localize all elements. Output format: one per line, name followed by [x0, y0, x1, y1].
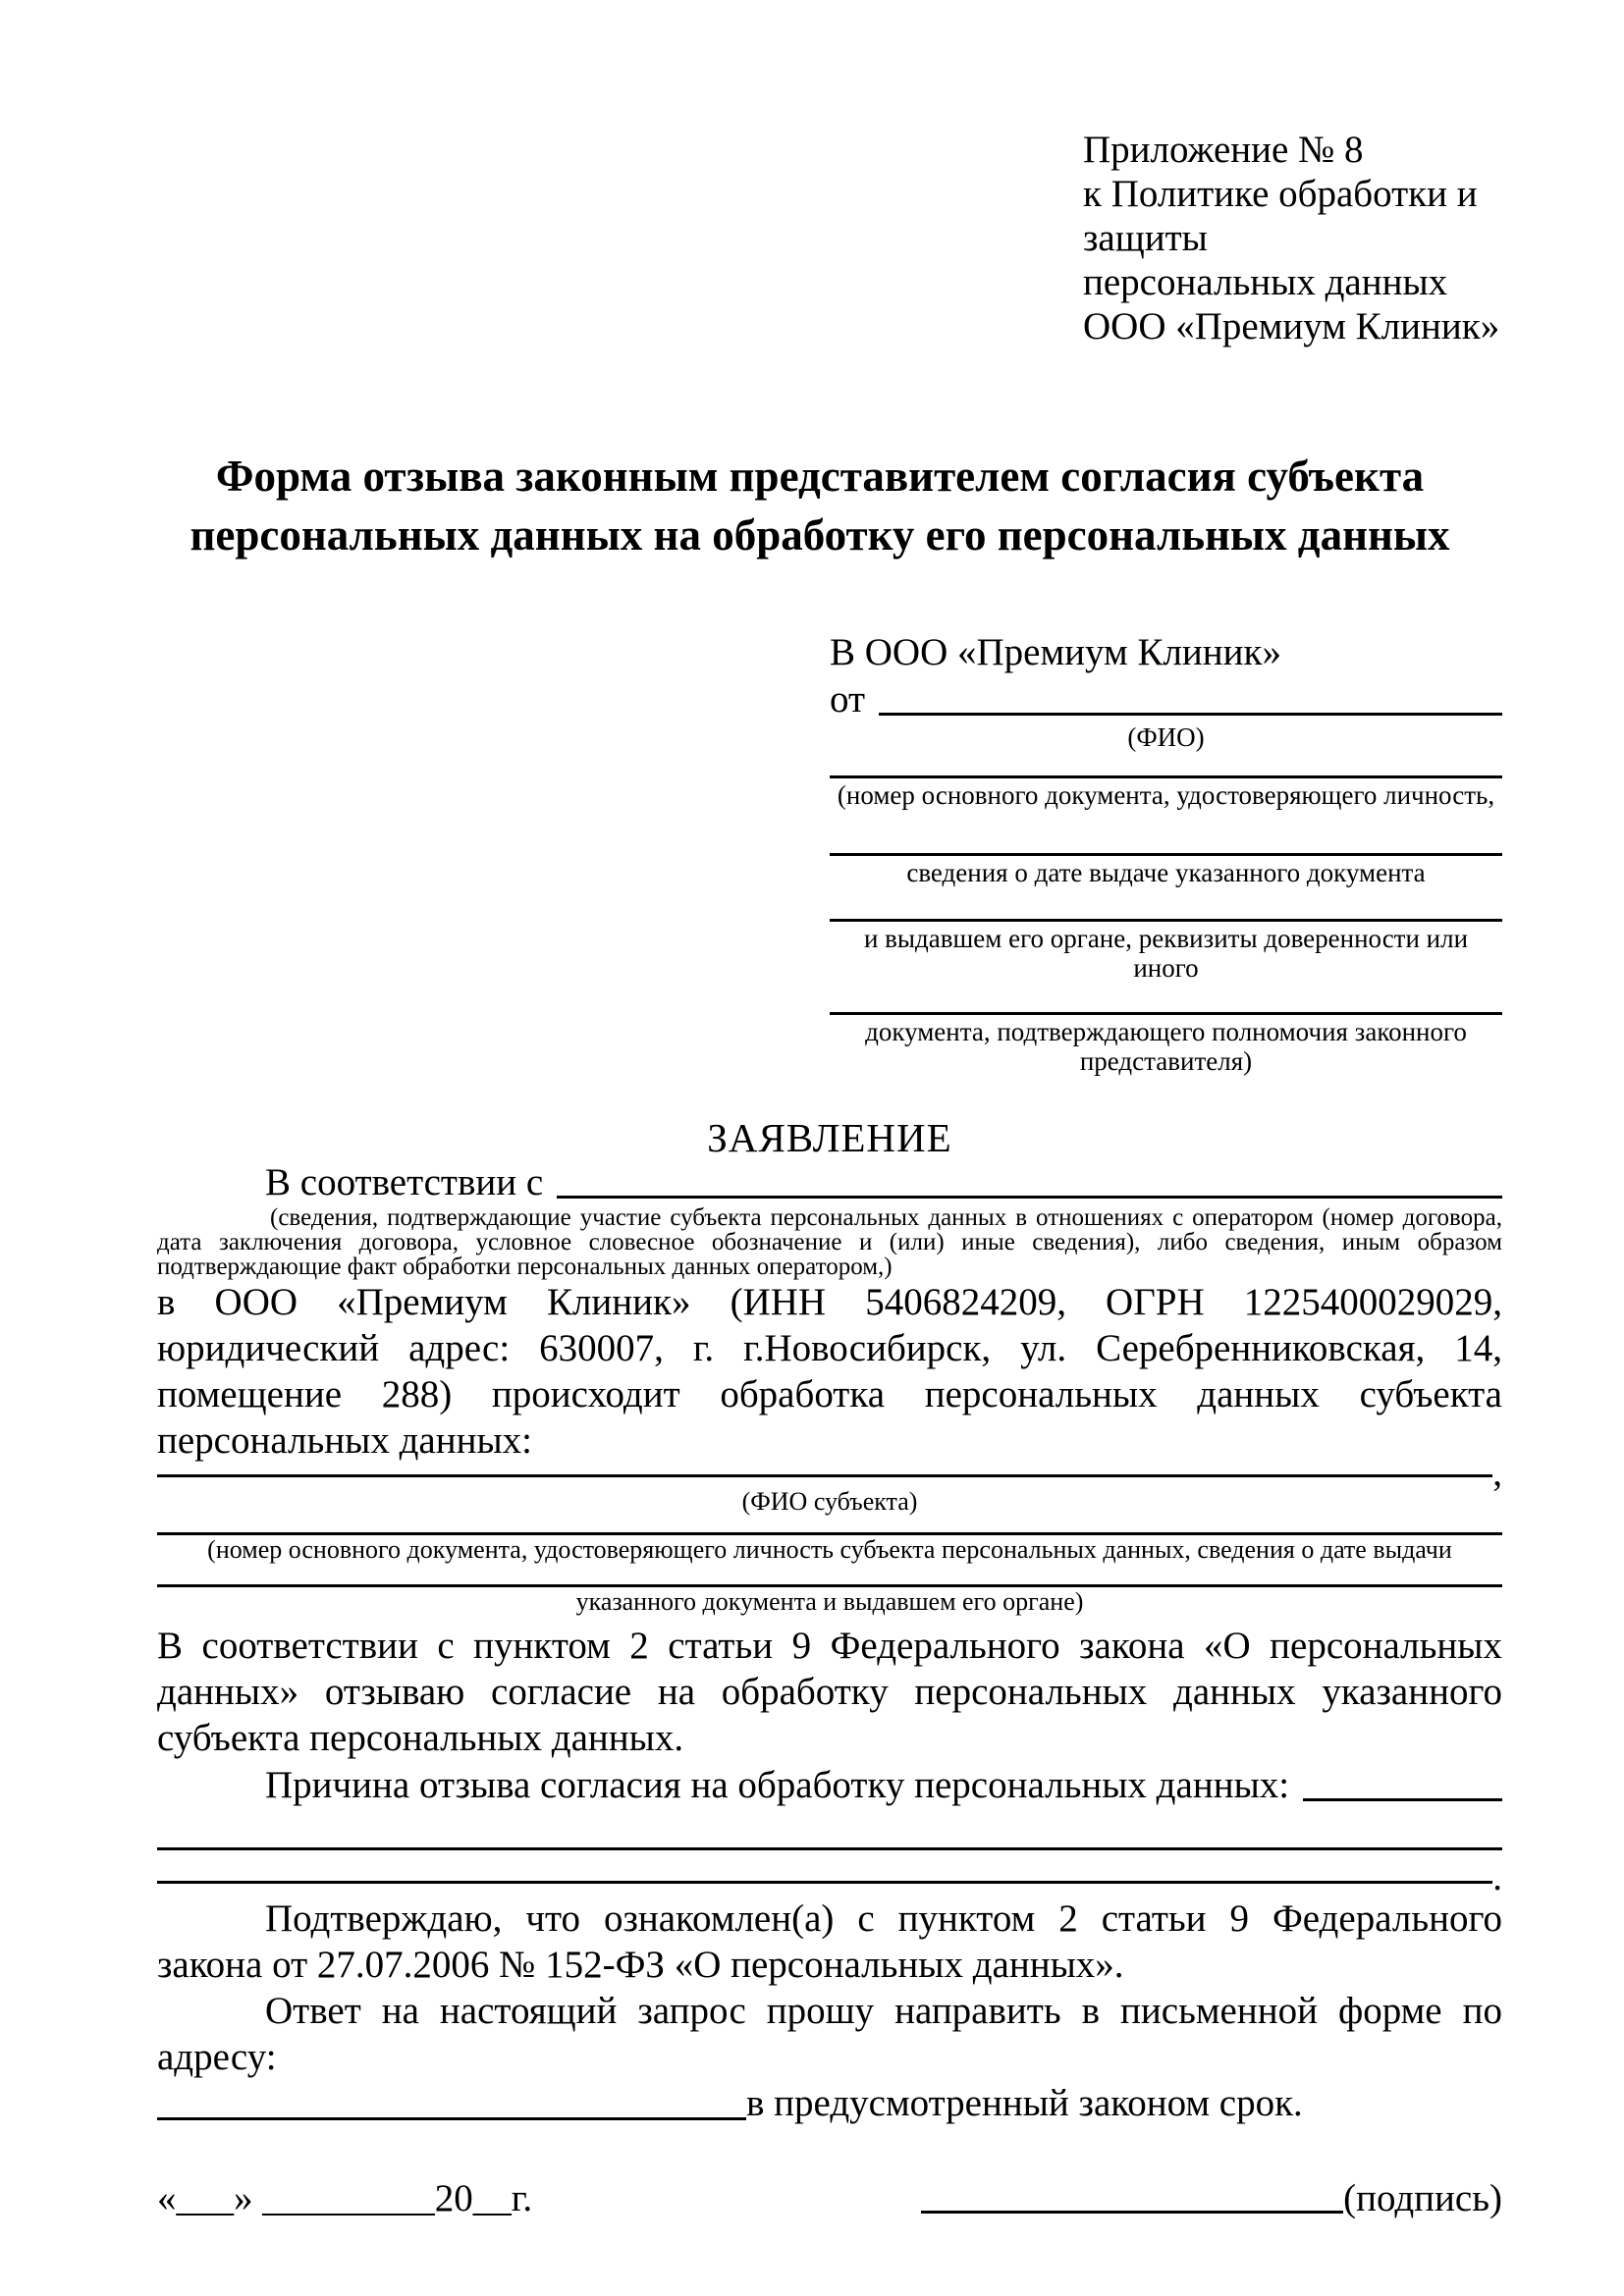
document-title [137, 447, 1502, 564]
appendix-header [1083, 128, 1502, 348]
appendix-line: к Политике обработки и защиты [1083, 173, 1478, 259]
appendix-line: персональных данных [1083, 261, 1448, 303]
document-title-line1: Форма отзыва законным представителем согласия субъекта [215, 452, 1425, 501]
fio-caption: (ФИО) [1127, 722, 1205, 752]
subject-fio-blank-line [157, 1474, 1492, 1477]
reason-row [157, 1761, 1502, 1808]
from-label: от [830, 678, 866, 721]
document-title-line2: персональных данных на обработку его персональных данных [189, 510, 1450, 560]
subject-line-comma: , [1492, 1452, 1502, 1494]
signature-caption: (подпись) [1343, 2177, 1502, 2219]
signature-blank-line [921, 2211, 1343, 2214]
reason-label: Причина отзыва согласия на обработку персональных данных: [265, 1764, 1290, 1806]
blank-line [830, 1012, 1502, 1015]
operator-paragraph: в ООО «Премиум Клиник» (ИНН 5406824209, ОГРН 1225400029029, юридический адрес: 630007, г. г.Новосибирск, ул. Серебренниковская, 14, помещение 288) происходит обработка персональных данных субъекта персональных данных: [157, 1281, 1502, 1462]
representative-doc-field [830, 775, 1502, 810]
intro-row [157, 1162, 1502, 1205]
field-caption: и выдавшем его органе, реквизиты доверенности или иного [863, 924, 1469, 983]
statement-heading: ЗАЯВЛЕНИЕ [707, 1115, 952, 1160]
reply-address-row [157, 2080, 1502, 2126]
subject-doc-caption-2: указанного документа и выдавшем его органе) [575, 1587, 1084, 1616]
reason-blank-line-3 [157, 1881, 1492, 1884]
representative-doc-field [830, 853, 1502, 887]
acknowledgement-paragraph: Подтверждаю, что ознакомлен(а) с пунктом 2 статьи 9 Федерального закона от 27.07.2006 № 152-ФЗ «О персональных данных». [157, 1897, 1502, 1986]
field-caption: сведения о дате выдаче указанного документа [906, 858, 1426, 887]
withdrawal-paragraph: В соответствии с пунктом 2 статьи 9 Федерального закона «О персональных данных» отзываю согласие на обработку персональных данных указанного субъекта персональных данных. [157, 1625, 1502, 1759]
reason-blank-line [1303, 1798, 1502, 1801]
appendix-line: ООО «Премиум Клиник» [1083, 305, 1500, 347]
footer-row [157, 2175, 1502, 2221]
blank-line [830, 919, 1502, 922]
from-row [830, 675, 1502, 722]
subject-fio-caption: (ФИО субъекта) [741, 1487, 918, 1516]
addressee-to: В ООО «Премиум Клиник» [830, 631, 1281, 673]
blank-line [830, 853, 1502, 856]
addressee-block [830, 629, 1502, 1076]
field-caption: (номер основного документа, удостоверяющего личность, [837, 780, 1495, 810]
reply-request-line: Ответ на настоящий запрос прошу направить в письменной форме по адресу: [157, 1990, 1502, 2078]
fio-blank-line [879, 713, 1502, 716]
reply-address-blank-line [157, 2117, 746, 2120]
field-caption: документа, подтверждающего полномочия законного представителя) [865, 1017, 1467, 1076]
appendix-line: Приложение № 8 [1083, 129, 1364, 171]
date-line: «___» _________20__г. [157, 2177, 533, 2219]
representative-doc-field [830, 919, 1502, 983]
reason-blank-line-2 [157, 1847, 1502, 1850]
signature-group [921, 2175, 1502, 2221]
reply-request-suffix: в предусмотренный законом срок. [746, 2082, 1303, 2124]
blank-line [830, 775, 1502, 778]
intro-caption: (сведения, подтверждающие участие субъекта персональных данных в отношениях с оператором (номер договора, дата заключения договора, условное словесное обозначение и (или) иные сведения), либо сведения, иным образом подтверждающие факт обработки персональных данных оператором,) [157, 1204, 1502, 1280]
intro-blank-line [557, 1196, 1502, 1199]
reason-blank-line-3-row [157, 1856, 1502, 1898]
representative-doc-field [830, 1012, 1502, 1076]
subject-doc-caption-1: (номер основного документа, удостоверяющего личность субъекта персональных данных, сведения о дате выдачи [207, 1535, 1452, 1564]
blank-line-period: . [1492, 1856, 1502, 1898]
intro-label: В соответствии с [265, 1161, 544, 1203]
